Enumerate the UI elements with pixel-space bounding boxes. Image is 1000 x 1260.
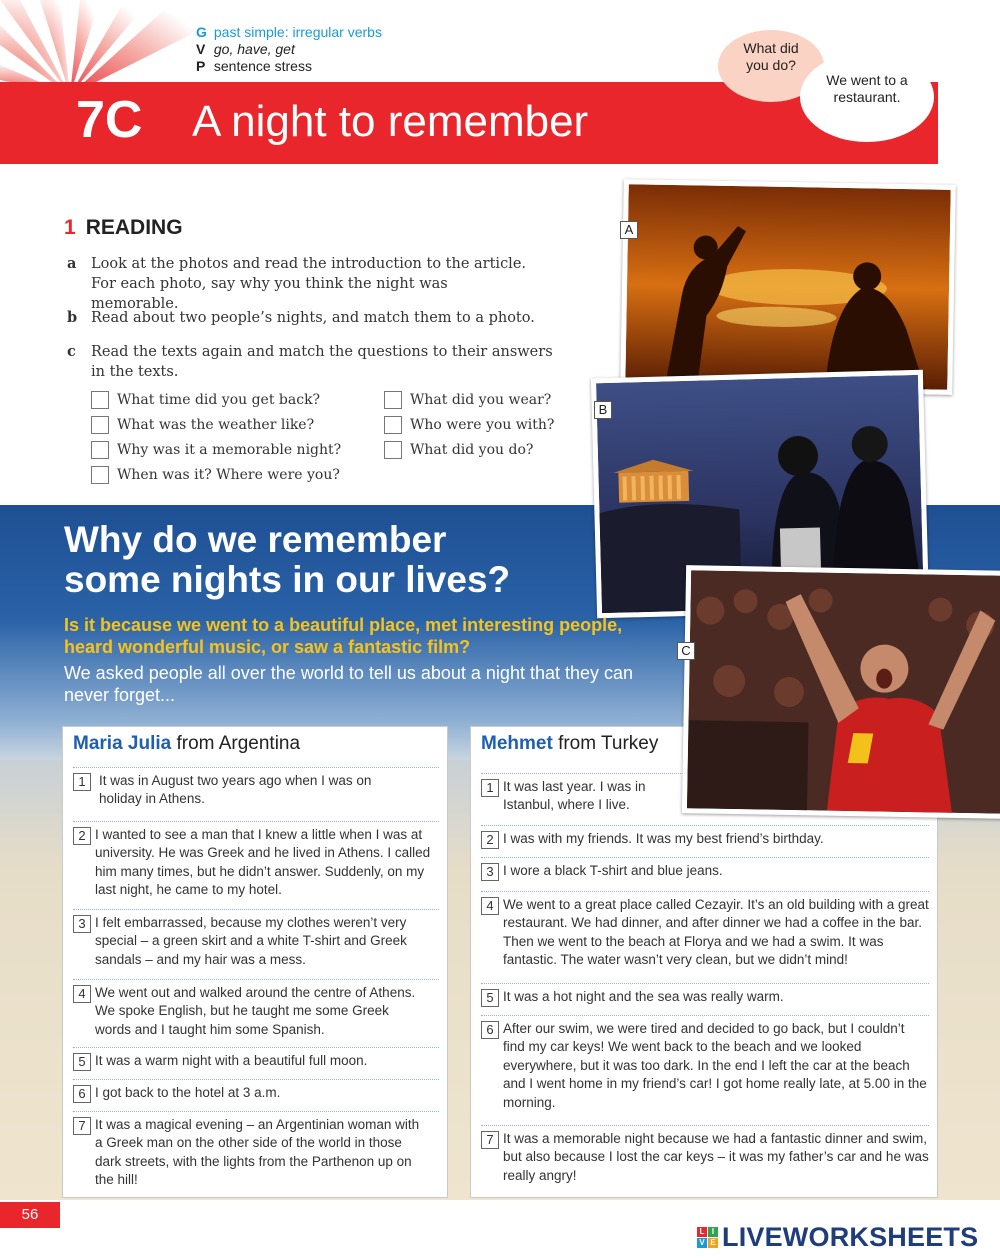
mehmet-name: Mehmet from Turkey xyxy=(481,733,659,754)
football-fans-image xyxy=(687,570,1000,813)
maria-item: 1 It was in August two years ago when I was on holiday in Athens. xyxy=(73,767,439,809)
photo-a xyxy=(620,179,956,395)
mehmet-item: 3 I wore a black T-shirt and blue jeans. xyxy=(481,857,929,880)
lesson-title: A night to remember xyxy=(192,97,589,146)
answer-checkbox[interactable] xyxy=(91,441,109,459)
answer-checkbox[interactable] xyxy=(384,391,402,409)
page-number: 56 xyxy=(0,1202,60,1228)
question-item: Who were you with? xyxy=(384,416,554,434)
mehmet-item: 4 We went to a great place called Cezayir. It’s an old building with a great restaurant. We had dinner, and after dinner we had a coffee in the bar. Then we went to the beach at Florya and we had a swim. It was fantastic. The water wasn’t very clean, but we didn’t mind! xyxy=(481,891,929,970)
maria-card xyxy=(62,726,448,1198)
question-item: What time did you get back? xyxy=(91,391,320,409)
question-item: What was the weather like? xyxy=(91,416,314,434)
task-a: a Look at the photos and read the introduction to the article. For each photo, say why you think the night was memorable. xyxy=(67,255,527,312)
maria-item: 3 I felt embarrassed, because my clothes weren’t very special – a green skirt and a white T-shirt and Greek sandals – and my hair was a mess. xyxy=(73,909,439,969)
liveworksheets-icon: L I V E xyxy=(697,1227,718,1248)
task-b: b Read about two people’s nights, and match them to a photo. xyxy=(67,309,535,326)
answer-checkbox[interactable] xyxy=(384,416,402,434)
speech-bubble-question: What did you do? xyxy=(718,30,824,102)
mehmet-item: 6 After our swim, we were tired and decided to go back, but I couldn’t find my car keys! We went back to the beach and we looked everywhere, but it was too dark. In the end I left the car at the beach and I went home in my friend’s car! I got home really late, at 5.00 in the morning. xyxy=(481,1015,929,1112)
question-item: Why was it a memorable night? xyxy=(91,441,341,459)
mehmet-item: 1 It was last year. I was in Istanbul, where I live. xyxy=(481,773,929,815)
liveworksheets-brand: LIVEWORKSHEETS xyxy=(722,1222,979,1252)
photo-c-label: C xyxy=(677,642,695,660)
speech-bubble-answer: We went to a restaurant. xyxy=(800,52,934,142)
lesson-focus: G past simple: irregular verbs V go, have, get P sentence stress xyxy=(196,24,382,74)
article-heading: Why do we remember some nights in our lives? xyxy=(64,519,511,600)
vocab-focus: go, have, get xyxy=(213,41,295,57)
maria-item: 5 It was a warm night with a beautiful full moon. xyxy=(73,1047,439,1070)
answer-checkbox[interactable] xyxy=(91,466,109,484)
answer-checkbox[interactable] xyxy=(91,416,109,434)
mehmet-item: 7 It was a memorable night because we had a fantastic dinner and swim, but also because I lost the car keys – it was my father’s car and he was really angry! xyxy=(481,1125,929,1185)
grammar-focus: past simple: irregular verbs xyxy=(213,24,382,40)
photo-c xyxy=(682,565,1000,819)
maria-item: 2 I wanted to see a man that I knew a little when I was at university. He was Greek and he lived in Athens. I called him many times, but he didn’t answer. Suddenly, on my last night, he came to my hotel. xyxy=(73,821,439,900)
article-lead: Is it because we went to a beautiful place, met interesting people, heard wonderful music, or saw a fantastic film? xyxy=(64,615,623,657)
answer-checkbox[interactable] xyxy=(91,391,109,409)
beach-sunset-image xyxy=(625,184,950,390)
photo-a-label: A xyxy=(620,221,638,239)
maria-item: 4 We went out and walked around the centre of Athens. We spoke English, but he taught me some Greek words and I taught him some Spanish. xyxy=(73,979,439,1039)
lesson-code: 7C xyxy=(76,91,143,149)
photo-b-label: B xyxy=(594,401,612,419)
article-intro: We asked people all over the world to tell us about a night that they can never forget... xyxy=(64,663,634,705)
maria-item: 7 It was a magical evening – an Argentinian woman with a Greek man on the other side of the world in those dark streets, with the lights from the Parthenon up on the hill! xyxy=(73,1111,439,1190)
question-item: When was it? Where were you? xyxy=(91,466,340,484)
task-c: c Read the texts again and match the questions to their answers in the texts. xyxy=(67,343,553,380)
reading-heading: 1 READING xyxy=(64,216,183,239)
question-item: What did you do? xyxy=(384,441,533,459)
mehmet-item: 2 I was with my friends. It was my best friend’s birthday. xyxy=(481,825,929,848)
question-item: What did you wear? xyxy=(384,391,551,409)
maria-item: 6 I got back to the hotel at 3 a.m. xyxy=(73,1079,439,1102)
answer-checkbox[interactable] xyxy=(384,441,402,459)
mehmet-item: 5 It was a hot night and the sea was really warm. xyxy=(481,983,929,1006)
pron-focus: sentence stress xyxy=(213,58,312,74)
maria-name: Maria Julia from Argentina xyxy=(73,733,301,754)
liveworksheets-logo xyxy=(697,1222,978,1253)
